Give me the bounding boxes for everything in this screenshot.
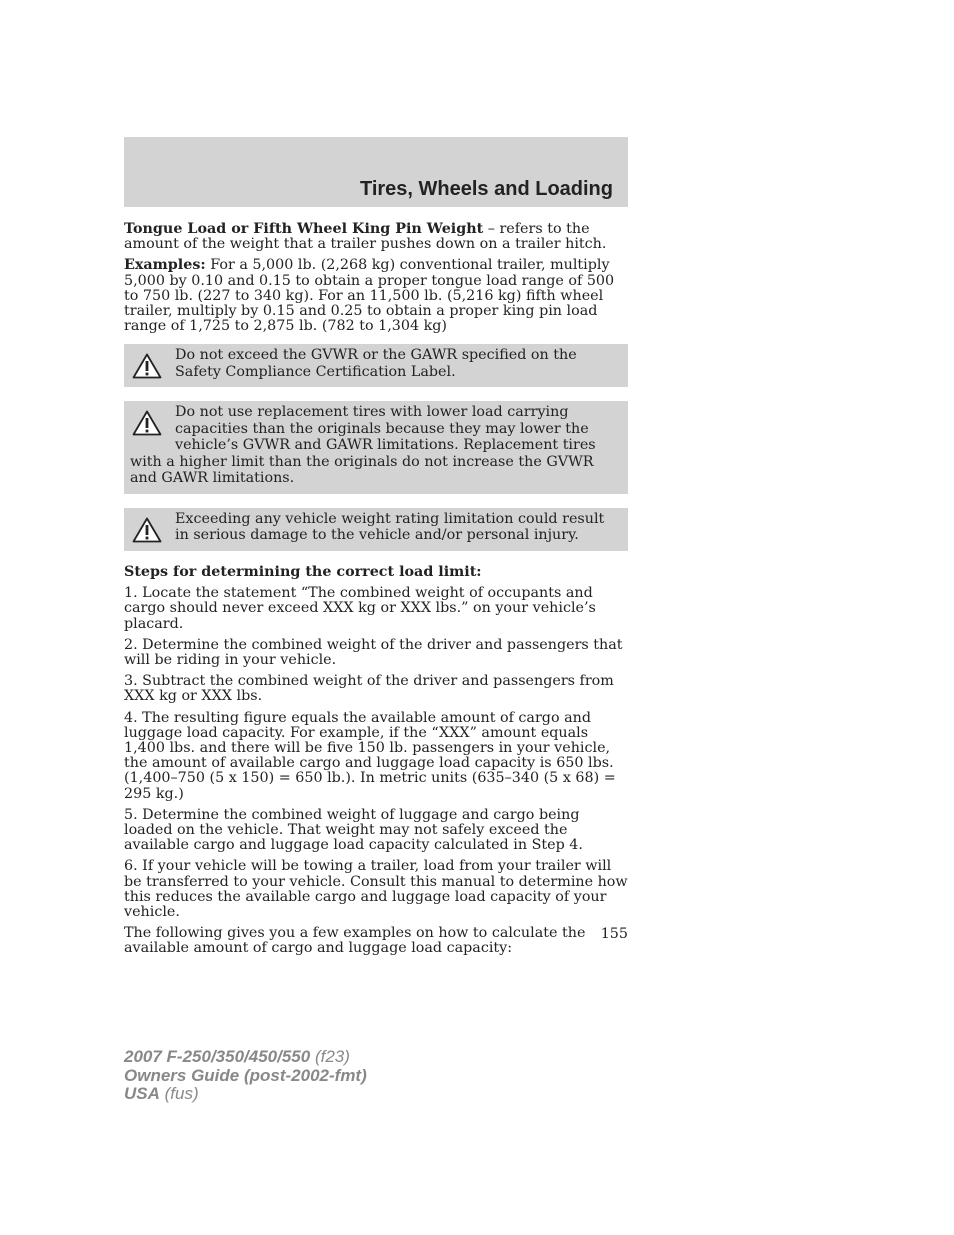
warning-triangle-icon — [132, 517, 162, 543]
warning-triangle-icon — [132, 353, 162, 379]
warning-text: Do not use replacement tires with lower load carrying capacities than the originals because they may lower the vehicle’s GVWR and GAWR limitations. Replacement tires with a higher limit than the originals do not increase the GVWR and GAWR limitations. — [130, 404, 596, 487]
step-item: 6. If your vehicle will be towing a trailer, load from your trailer will be transferred to your vehicle. Consult this manual to determine how this reduces the available cargo and luggage load capacity of your vehicle. — [124, 858, 628, 920]
step-item: 1. Locate the statement “The combined weight of occupants and cargo should never exceed XXX kg or XXX lbs.” on your vehicle’s placard. — [124, 585, 596, 632]
warning-box — [124, 508, 628, 551]
warning-box — [124, 344, 628, 387]
steps-heading: Steps for determining the correct load limit: — [124, 563, 482, 580]
step-item: 4. The resulting figure equals the available amount of cargo and luggage load capacity. For example, if the “XXX” amount equals 1,400 lbs. and there will be five 150 lb. passengers in your vehicle, the amount of available cargo and luggage load capacity is 650 lbs. (1,400–750 (5 x 150) = 650 lb.). In metric units (635–340 (5 x 68) = 295 kg.) — [124, 709, 616, 802]
warning-text: Do not exceed the GVWR or the GAWR specified on the Safety Compliance Certification Label. — [175, 347, 577, 380]
document-footer — [124, 1048, 367, 1104]
step-item: 5. Determine the combined weight of luggage and cargo being loaded on the vehicle. That weight may not safely exceed the available cargo and luggage load capacity calculated in Step 4. — [124, 806, 583, 854]
footer-line-guide: Owners Guide (post-2002-fmt) — [124, 1065, 367, 1085]
warning-text: Exceeding any vehicle weight rating limitation could result in serious damage to the vehicle and/or personal injury. — [175, 510, 605, 544]
section-header-band — [124, 137, 628, 207]
footer-line-region: USA (fus) — [124, 1084, 199, 1103]
step-item: 2. Determine the combined weight of the driver and passengers that will be riding in your vehicle. — [124, 636, 623, 668]
warning-box — [124, 401, 628, 494]
tongue-load-definition: – refers to the amount of the weight that a trailer pushes down on a trailer hitch. — [124, 221, 607, 253]
page-number: 155 — [600, 926, 628, 942]
examples-label: Examples: — [124, 257, 206, 274]
warning-triangle-icon — [132, 410, 162, 436]
tongue-load-paragraph — [124, 222, 628, 252]
step-item: 3. Subtract the combined weight of the driver and passengers from XXX kg or XXX lbs. — [124, 673, 614, 705]
tongue-load-term: Tongue Load or Fifth Wheel King Pin Weight — [124, 221, 484, 237]
page-content — [124, 222, 628, 963]
section-title: Tires, Wheels and Loading — [359, 178, 613, 200]
footer-line-model: 2007 F-250/350/450/550 (f23) — [124, 1047, 350, 1066]
examples-paragraph — [124, 258, 628, 334]
examples-text: For a 5,000 lb. (2,268 kg) conventional trailer, multiply 5,000 by 0.10 and 0.15 to obtain a proper tongue load range of 500 to 750 lb. (227 to 340 kg). For an 11,500 lb. (5,216 kg) fifth wheel trailer, multiply by 0.15 and 0.25 to obtain a proper king pin load range of 1,725 to 2,875 lb. (782 to 1,304 kg) — [124, 257, 615, 335]
closing-paragraph: The following gives you a few examples on how to calculate the available amount of cargo and luggage load capacity: — [124, 925, 586, 957]
